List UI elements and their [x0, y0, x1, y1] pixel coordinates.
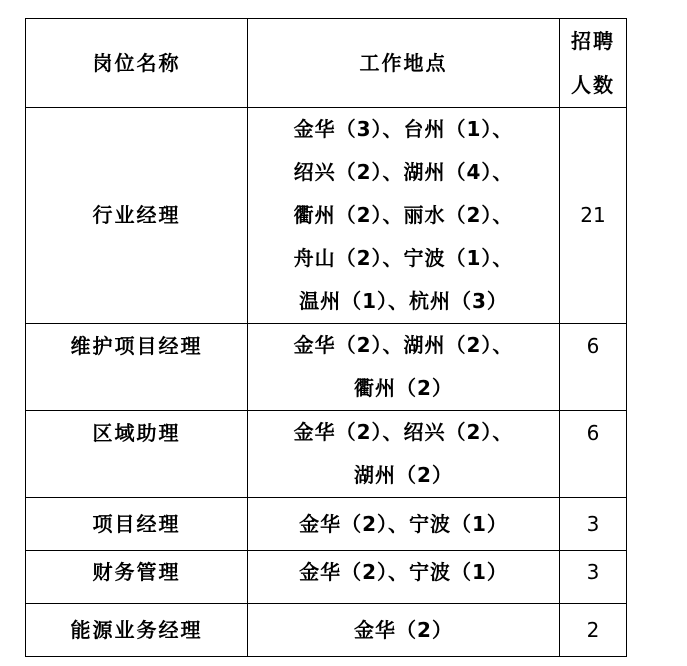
location-line: 衢州（2）、丽水（2）、	[293, 203, 514, 227]
location-cell	[248, 604, 560, 657]
location-cell	[248, 324, 560, 411]
header-count	[560, 19, 627, 108]
table-row	[26, 324, 627, 411]
header-location: 工作地点	[248, 19, 560, 108]
position-cell: 行业经理	[26, 108, 248, 324]
table-row	[26, 108, 627, 324]
position-cell: 区域助理	[26, 411, 248, 498]
location-line: 金华（2）、宁波（1）	[299, 511, 508, 536]
count-cell: 3	[560, 498, 627, 551]
table-row	[26, 604, 627, 657]
count-cell: 21	[560, 108, 627, 324]
location-cell	[248, 551, 560, 604]
location-line: 衢州（2）	[354, 376, 453, 400]
location-line: 金华（2）、宁波（1）	[299, 560, 508, 584]
header-row	[26, 19, 627, 108]
location-cell	[248, 411, 560, 498]
location-line: 绍兴（2）、湖州（4）、	[293, 160, 514, 184]
position-cell: 维护项目经理	[26, 324, 248, 411]
location-line: 金华（3）、台州（1）、	[293, 117, 514, 141]
location-line: 金华（2）	[354, 617, 453, 642]
count-cell: 6	[560, 411, 627, 498]
count-cell: 3	[560, 551, 627, 604]
header-position: 岗位名称	[26, 19, 248, 108]
location-line: 温州（1）、杭州（3）	[299, 289, 508, 313]
recruitment-table	[25, 18, 627, 657]
table-row	[26, 498, 627, 551]
position-cell: 财务管理	[26, 551, 248, 604]
table-row	[26, 411, 627, 498]
location-line: 舟山（2）、宁波（1）、	[293, 246, 514, 270]
header-count-line1: 招聘	[571, 29, 615, 53]
location-line: 金华（2）、绍兴（2）、	[293, 420, 514, 444]
table-row	[26, 551, 627, 604]
location-line: 湖州（2）	[354, 463, 453, 487]
count-cell: 2	[560, 604, 627, 657]
location-line: 金华（2）、湖州（2）、	[293, 333, 514, 357]
header-count-line2: 人数	[571, 73, 615, 97]
position-cell: 项目经理	[26, 498, 248, 551]
count-cell: 6	[560, 324, 627, 411]
location-cell	[248, 108, 560, 324]
location-cell	[248, 498, 560, 551]
position-cell: 能源业务经理	[26, 604, 248, 657]
